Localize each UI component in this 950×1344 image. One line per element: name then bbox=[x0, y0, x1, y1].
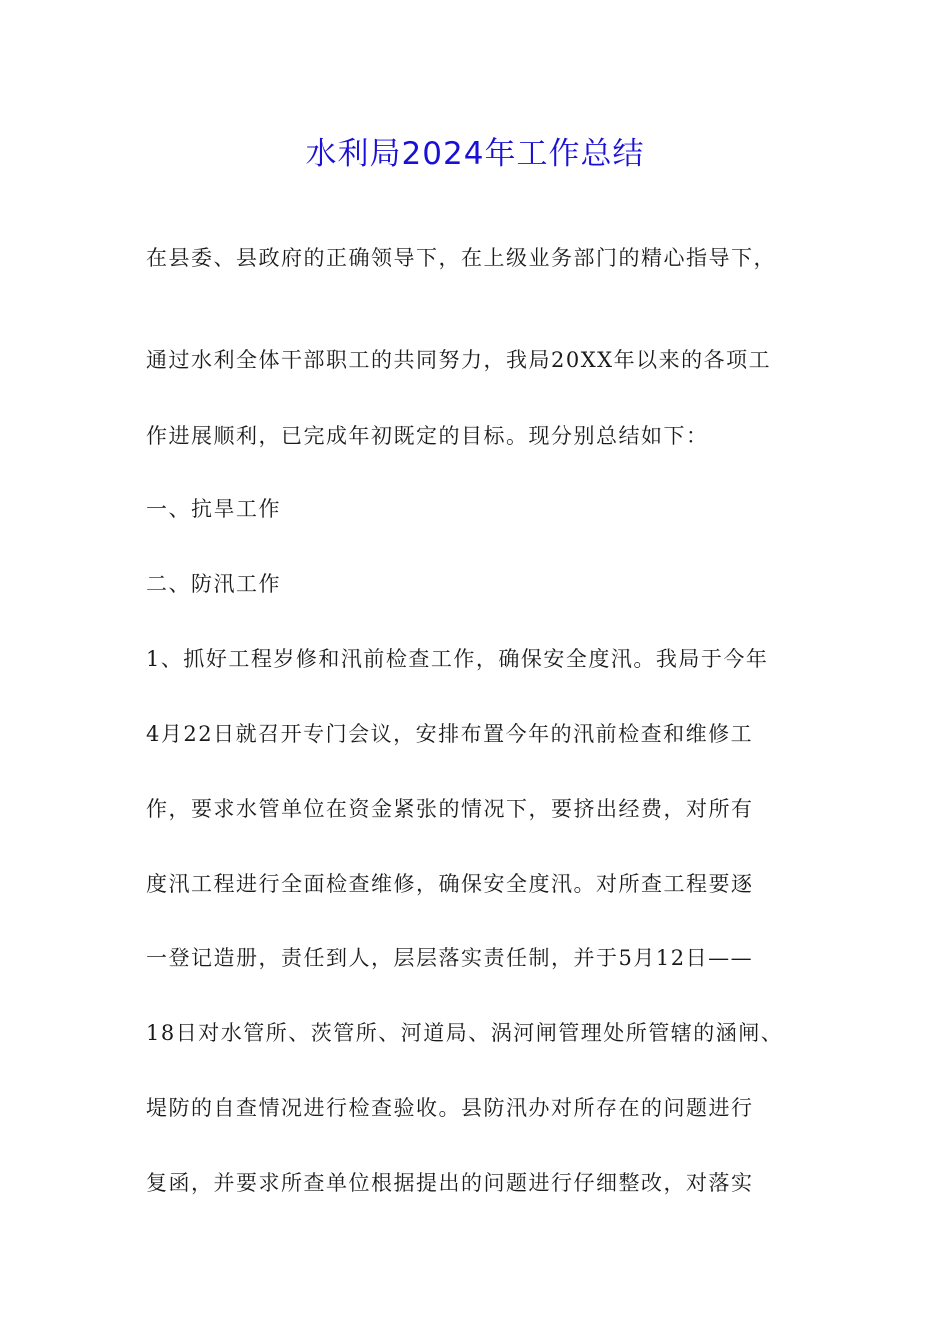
section-heading: 一、抗旱工作 bbox=[146, 497, 281, 521]
body-line: 在县委、县政府的正确领导下，在上级业务部门的精心指导下， bbox=[146, 246, 776, 270]
body-line: 复函，并要求所查单位根据提出的问题进行仔细整改，对落实 bbox=[146, 1171, 754, 1195]
body-line: 一登记造册，责任到人，层层落实责任制，并于5月12日—— bbox=[146, 946, 754, 970]
body-line: 通过水利全体干部职工的共同努力，我局20XX年以来的各项工 bbox=[146, 348, 772, 372]
body-line: 堤防的自查情况进行检查验收。县防汛办对所存在的问题进行 bbox=[146, 1096, 754, 1120]
body-line: 18日对水管所、茨管所、河道局、涡河闸管理处所管辖的涵闸、 bbox=[146, 1021, 784, 1045]
body-line: 度汛工程进行全面检查维修，确保安全度汛。对所查工程要逐 bbox=[146, 872, 754, 896]
body-line: 作进展顺利，已完成年初既定的目标。现分别总结如下： bbox=[146, 424, 709, 448]
document-title: 水利局2024年工作总结 bbox=[305, 136, 645, 172]
body-line: 作，要求水管单位在资金紧张的情况下，要挤出经费，对所有 bbox=[146, 797, 754, 821]
body-line: 4月22日就召开专门会议，安排布置今年的汛前检查和维修工 bbox=[146, 722, 754, 746]
section-heading: 二、防汛工作 bbox=[146, 572, 281, 596]
body-line: 1、抓好工程岁修和汛前检查工作，确保安全度汛。我局于今年 bbox=[146, 647, 769, 671]
